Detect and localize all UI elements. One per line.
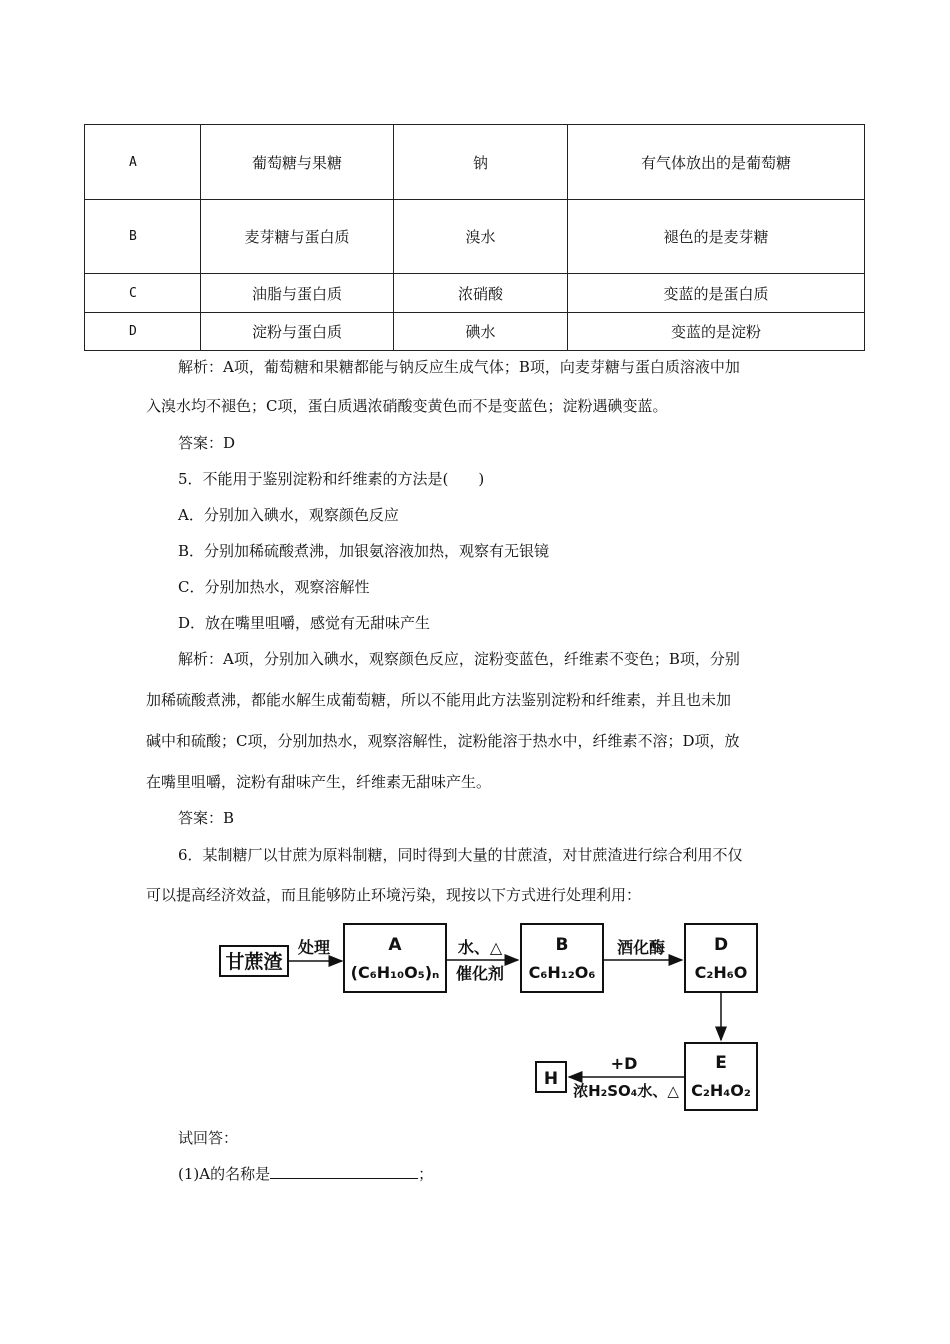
answer-blank[interactable] [270, 1164, 418, 1179]
reagent-cell: 溴水 [394, 200, 568, 274]
substances-cell: 麦芽糖与蛋白质 [201, 200, 394, 274]
q5-stem: 5．不能用于鉴别淀粉和纤维素的方法是( ) [178, 470, 485, 488]
box-h [536, 1062, 566, 1092]
q5-analysis-line: 加稀硫酸煮沸，都能水解生成葡萄糖，所以不能用此方法鉴别淀粉和纤维素，并且也未加 [146, 691, 732, 709]
box-d [685, 924, 757, 992]
box-b [521, 924, 603, 992]
q5-option-d: D．放在嘴里咀嚼，感觉有无甜味产生 [178, 614, 431, 632]
reagent-cell: 碘水 [394, 313, 568, 351]
reagent-cell: 浓硝酸 [394, 274, 568, 313]
q5-analysis-line: 解析：A项，分别加入碘水，观察颜色反应，淀粉变蓝色，纤维素不变色；B项，分别 [178, 650, 740, 668]
e-name: E [715, 1053, 727, 1073]
arrow-5-bottom: 浓H₂SO₄水、△ [573, 1082, 679, 1100]
q5-answer: 答案：B [178, 809, 235, 827]
row-label: A [85, 125, 201, 200]
reaction-flow-diagram [210, 916, 770, 1116]
reagent-cell: 钠 [394, 125, 568, 200]
e-formula: C₂H₄O₂ [691, 1081, 751, 1100]
q5-option-c: C．分别加热水，观察溶解性 [178, 578, 370, 596]
start-label: 甘蔗渣 [225, 951, 283, 973]
q4-analysis-line: 入溴水均不褪色；C项，蛋白质遇浓硝酸变黄色而不是变蓝色；淀粉遇碘变蓝。 [146, 397, 668, 415]
arrow-2-top: 水、△ [457, 938, 503, 957]
start-box [220, 946, 288, 976]
table-row [85, 200, 865, 274]
arrow-3-label: 酒化酶 [616, 938, 666, 957]
d-formula: C₂H₆O [694, 963, 748, 982]
q5-analysis-line: 在嘴里咀嚼，淀粉有甜味产生，纤维素无甜味产生。 [146, 773, 492, 791]
substances-cell: 淀粉与蛋白质 [201, 313, 394, 351]
q6-sub1-suffix: ； [418, 1165, 434, 1183]
row-label: B [85, 200, 201, 274]
row-label: D [85, 313, 201, 351]
q6-stem-line: 6．某制糖厂以甘蔗为原料制糖，同时得到大量的甘蔗渣，对甘蔗渣进行综合利用不仅 [178, 846, 743, 864]
q5-analysis-line: 碱中和硫酸；C项，分别加热水，观察溶解性，淀粉能溶于热水中，纤维素不溶；D项，放 [146, 732, 740, 750]
phenomenon-cell: 褪色的是麦芽糖 [568, 200, 865, 274]
q4-analysis-line: 解析：A项，葡萄糖和果糖都能与钠反应生成气体；B项，向麦芽糖与蛋白质溶液中加 [178, 358, 740, 376]
h-name: H [543, 1069, 559, 1089]
table-row [85, 313, 865, 351]
substances-cell: 葡萄糖与果糖 [201, 125, 394, 200]
arrow-2-bottom: 催化剂 [455, 964, 505, 983]
options-table [84, 124, 865, 351]
q6-prompt: 试回答： [178, 1129, 239, 1147]
box-a [344, 924, 446, 992]
substances-cell: 油脂与蛋白质 [201, 274, 394, 313]
q5-option-b: B．分别加稀硫酸煮沸，加银氨溶液加热，观察有无银镜 [178, 542, 550, 560]
arrow-1-label: 处理 [297, 938, 331, 957]
table-row [85, 125, 865, 200]
d-name: D [713, 935, 729, 955]
arrow-5-top: +D [610, 1054, 638, 1073]
a-formula: (C₆H₁₀O₅)ₙ [350, 963, 440, 982]
row-label: C [85, 274, 201, 313]
q5-option-a: A．分别加入碘水，观察颜色反应 [178, 506, 399, 524]
phenomenon-cell: 变蓝的是蛋白质 [568, 274, 865, 313]
table-row [85, 274, 865, 313]
q6-sub1-prefix: (1)A的名称是 [178, 1165, 271, 1183]
phenomenon-cell: 有气体放出的是葡萄糖 [568, 125, 865, 200]
q6-sub1 [178, 1163, 433, 1184]
b-formula: C₆H₁₂O₆ [528, 963, 596, 982]
phenomenon-cell: 变蓝的是淀粉 [568, 313, 865, 351]
b-name: B [555, 935, 569, 955]
q6-stem-line: 可以提高经济效益，而且能够防止环境污染，现按以下方式进行处理利用： [146, 886, 642, 904]
q4-answer: 答案：D [178, 434, 236, 452]
box-e [685, 1043, 757, 1110]
a-name: A [388, 935, 402, 955]
